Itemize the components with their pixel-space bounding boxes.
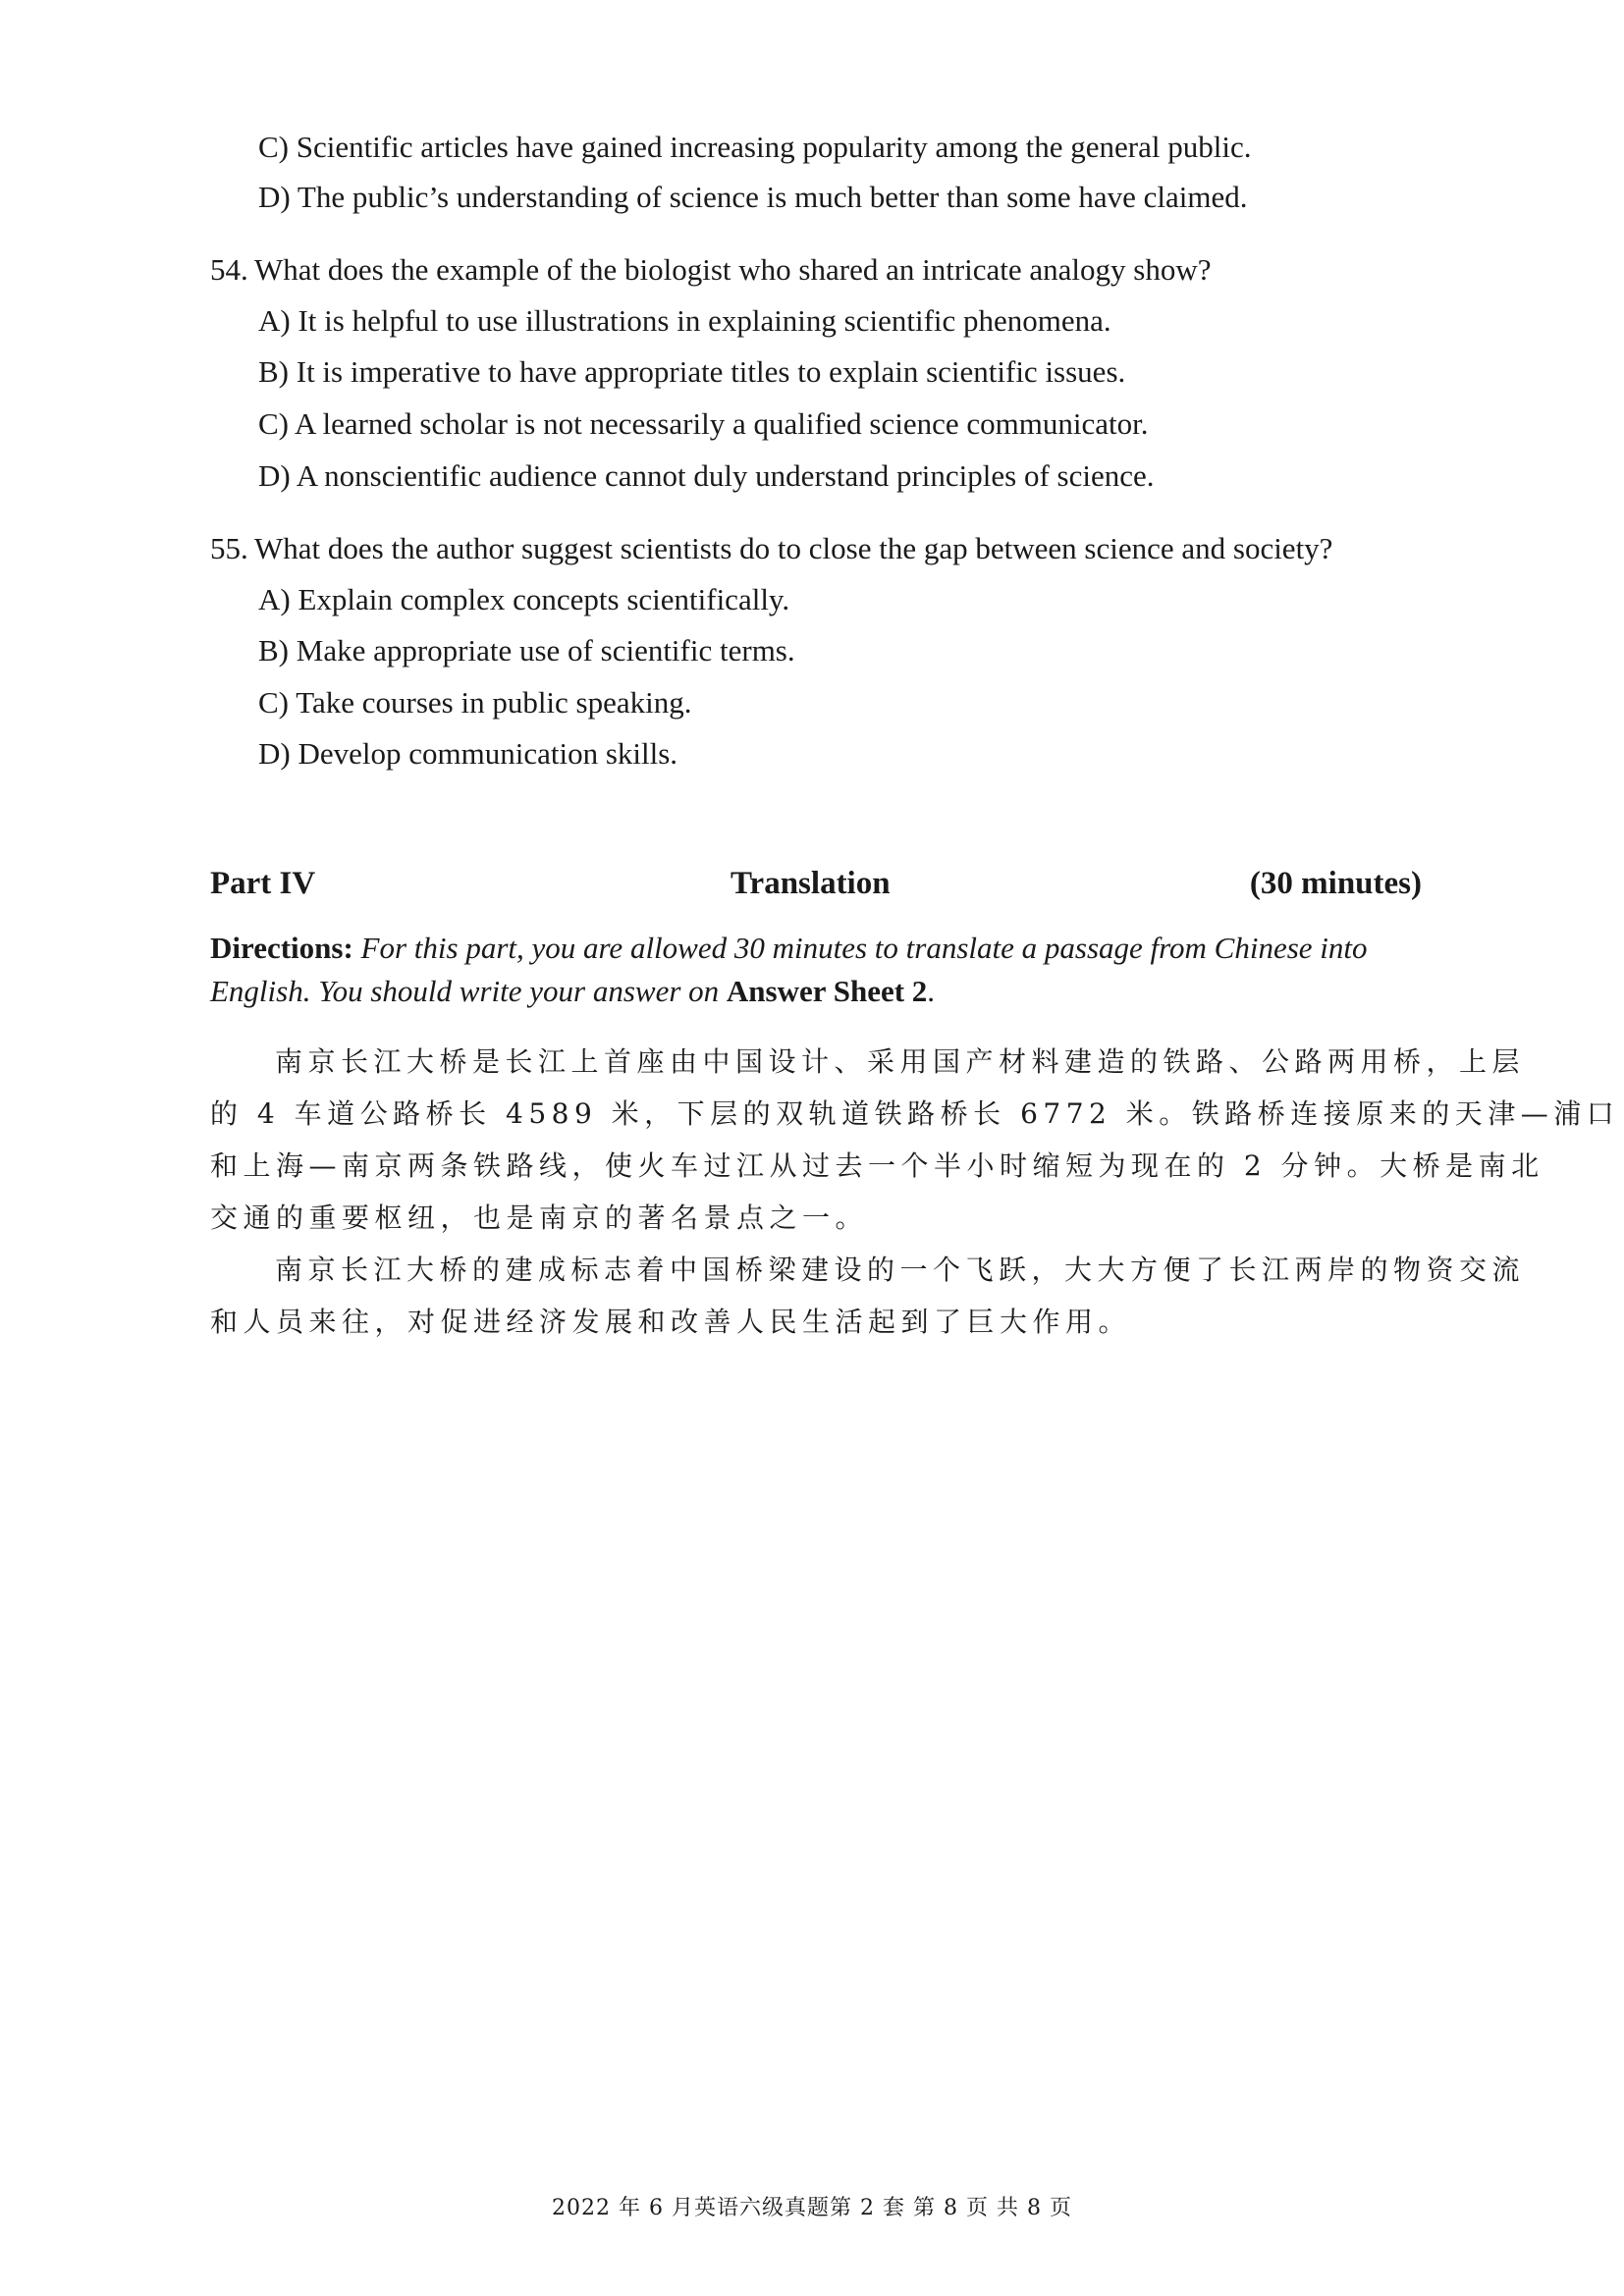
q55-number: 55. xyxy=(210,531,248,565)
q53-option-c: C) Scientific articles have gained increasing popularity among the general public. xyxy=(258,130,1252,164)
answer-sheet-label: Answer Sheet 2 xyxy=(726,974,928,1008)
directions-text-1: For this part, you are allowed 30 minutes to translate a passage from Chinese into xyxy=(360,931,1368,965)
part-title: Translation xyxy=(731,866,891,901)
directions-line-2 xyxy=(210,970,1424,1013)
q54-option-d: D) A nonscientific audience cannot duly understand principles of science. xyxy=(258,458,1155,493)
passage-line-1: 南京长江大桥是长江上首座由中国设计、采用国产材料建造的铁路、公路两用桥，上层 xyxy=(275,1045,1526,1078)
part-time: (30 minutes) xyxy=(1249,866,1422,901)
q54-stem-text: What does the example of the biologist who shared an intricate analogy show? xyxy=(254,252,1212,287)
part-header xyxy=(210,866,1422,909)
passage-line-5: 南京长江大桥的建成标志着中国桥梁建设的一个飞跃，大大方便了长江两岸的物资交流 xyxy=(275,1254,1526,1286)
passage-line-3: 和上海—南京两条铁路线，使火车过江从过去一个半小时缩短为现在的 2 分钟。大桥是南北 xyxy=(210,1149,1544,1182)
q54-number: 54. xyxy=(210,252,248,287)
q55-option-c: C) Take courses in public speaking. xyxy=(258,685,692,720)
q53-option-d: D) The public’s understanding of science is much better than some have claimed. xyxy=(258,180,1248,214)
passage-line-2: 的 4 车道公路桥长 4589 米，下层的双轨道铁路桥长 6772 米。铁路桥连接原来的天津—浦口 xyxy=(210,1097,1620,1130)
q55-stem xyxy=(210,529,1332,568)
directions-line-1 xyxy=(210,927,1424,970)
directions-label: Directions: xyxy=(210,931,353,965)
q54-option-a: A) It is helpful to use illustrations in explaining scientific phenomena. xyxy=(258,303,1111,338)
directions-period: . xyxy=(927,974,936,1008)
q55-option-a: A) Explain complex concepts scientifically. xyxy=(258,582,790,616)
q54-option-b: B) It is imperative to have appropriate titles to explain scientific issues. xyxy=(258,354,1126,389)
passage-line-6: 和人员来往，对促进经济发展和改善人民生活起到了巨大作用。 xyxy=(210,1306,1132,1338)
directions-text-2: English. You should write your answer on xyxy=(210,974,720,1008)
passage-line-4: 交通的重要枢纽，也是南京的著名景点之一。 xyxy=(210,1201,869,1234)
q55-option-d: D) Develop communication skills. xyxy=(258,736,678,771)
part-label: Part IV xyxy=(210,866,316,901)
q54-option-c: C) A learned scholar is not necessarily a qualified science communicator. xyxy=(258,406,1149,441)
q55-option-b: B) Make appropriate use of scientific terms. xyxy=(258,633,795,667)
q55-stem-text: What does the author suggest scientists do to close the gap between science and society? xyxy=(254,531,1333,565)
page-footer: 2022 年 6 月英语六级真题第 2 套 第 8 页 共 8 页 xyxy=(552,2196,1072,2220)
q54-stem xyxy=(210,250,1212,290)
